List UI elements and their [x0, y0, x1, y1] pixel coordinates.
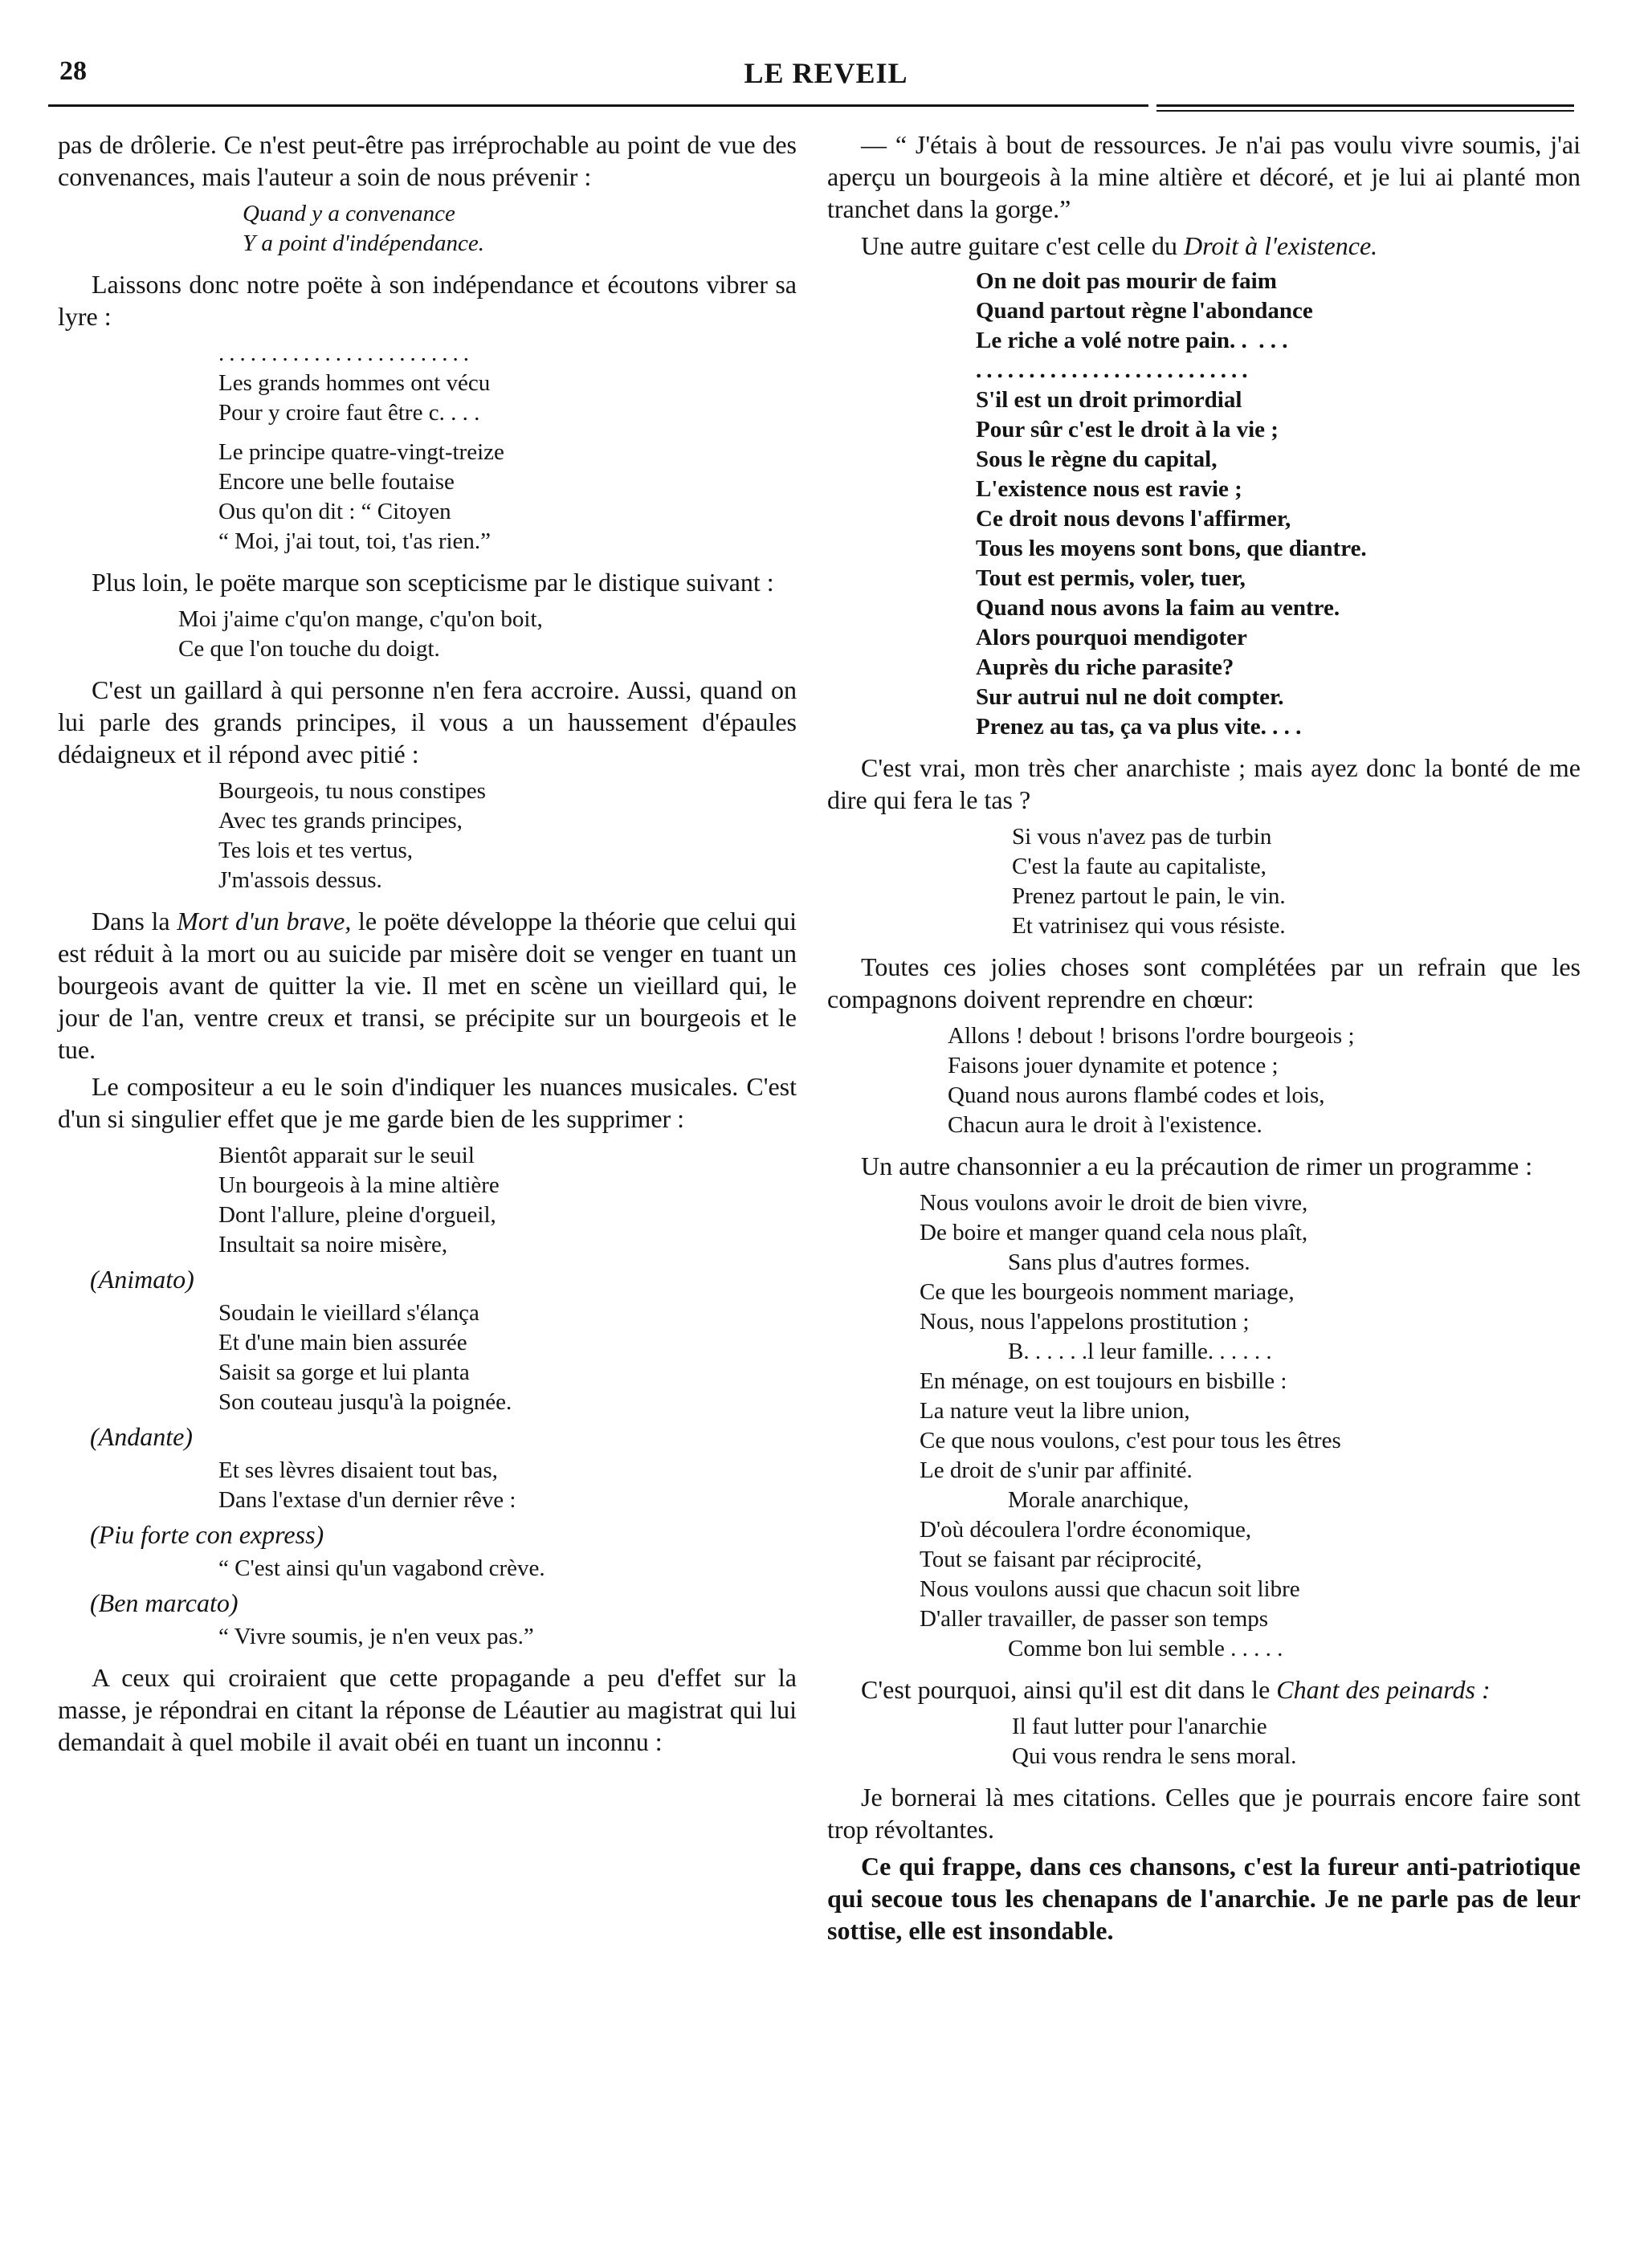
verse-line: D'aller travailler, de passer son temps — [920, 1606, 1269, 1632]
verse — [218, 776, 797, 895]
ellipsis-line: ........................ — [218, 340, 474, 366]
music-direction: (Piu forte con express) — [90, 1520, 324, 1549]
verse-line: Tout se faisant par réciprocité, — [920, 1547, 1202, 1572]
verse-line: Et d'une main bien assurée — [218, 1330, 467, 1355]
verse-line: Chacun aura le droit à l'existence. — [948, 1112, 1262, 1138]
verse-line: C'est la faute au capitaliste, — [1012, 854, 1267, 879]
verse — [218, 1456, 797, 1515]
verse-line: Quand y a convenance — [243, 201, 455, 226]
verse-line: Ce que les bourgeois nomment mariage, — [920, 1279, 1295, 1305]
text-run: C'est pourquoi, ainsi qu'il est dit dans le — [861, 1675, 1277, 1704]
paragraph: Toutes ces jolies choses sont complétées par un refrain que les compagnons doivent reprendre en chœur: — [827, 952, 1581, 1013]
paragraph — [58, 905, 797, 1066]
header-rule — [1156, 110, 1574, 112]
right-column — [827, 128, 1581, 1951]
song-title: Chant des peinards : — [1276, 1675, 1491, 1704]
verse — [976, 385, 1581, 742]
verse-line: Si vous n'avez pas de turbin — [1012, 824, 1272, 850]
verse-line: Quand nous aurons flambé codes et lois, — [948, 1082, 1325, 1108]
verse-line: Avec tes grands principes, — [218, 808, 463, 834]
paragraph — [827, 1673, 1581, 1706]
verse-line: “ Moi, j'ai tout, toi, t'as rien.” — [218, 528, 492, 554]
ellipsis-line: .......................... — [976, 357, 1253, 383]
verse-line: Et vatrinisez qui vous résiste. — [1012, 913, 1286, 939]
verse-line: Les grands hommes ont vécu — [218, 370, 491, 396]
verse — [218, 1141, 797, 1260]
paragraph: Plus loin, le poëte marque son scepticisme par le distique suivant : — [92, 568, 774, 597]
verse-line: Il faut lutter pour l'anarchie — [1012, 1714, 1267, 1739]
music-direction: (Ben marcato) — [90, 1588, 239, 1617]
paragraph: Laissons donc notre poëte à son indépendance et écoutons vibrer sa lyre : — [58, 270, 797, 331]
verse-line: Prenez au tas, ça va plus vite. . . . — [976, 714, 1302, 740]
verse-line: Le droit de s'unir par affinité. — [920, 1457, 1193, 1483]
verse-line: Tes lois et tes vertus, — [218, 838, 414, 863]
header-rule — [1156, 104, 1574, 107]
running-head: LE REVEIL — [744, 57, 908, 89]
verse-line: Quand partout règne l'abondance — [976, 298, 1313, 324]
text-run: le poëte développe la théorie que celui qui est réduit à la mort ou au suicide par misère doit se venger en tuant un bourgeois avant de quitter la vie. Il met en scène un vieillard qui, le jour de l'an, ventre creux et transi, se précipite sur un bourgeois et le tue. — [58, 907, 797, 1064]
verse-line: Bourgeois, tu nous constipes — [218, 778, 486, 804]
verse — [1012, 1712, 1581, 1771]
text-run: Une autre guitare c'est celle du — [861, 231, 1185, 260]
paragraph: Ce qui frappe, dans ces chansons, c'est la fureur anti-patriotique qui secoue tous les chenapans de l'anarchie. Je ne parle pas de leur sottise, elle est insondable. — [827, 1852, 1581, 1945]
music-direction: (Animato) — [90, 1265, 194, 1294]
paragraph — [827, 230, 1581, 262]
verse-line: Un bourgeois à la mine altière — [218, 1172, 500, 1198]
verse-line: Sur autrui nul ne doit compter. — [976, 684, 1284, 710]
paragraph: C'est vrai, mon très cher anarchiste ; mais ayez donc la bonté de me dire qui fera le tas ? — [827, 753, 1581, 814]
verse — [1012, 822, 1581, 941]
verse-line: Faisons jouer dynamite et potence ; — [948, 1053, 1279, 1078]
verse-line: Ce que l'on touche du doigt. — [178, 636, 440, 662]
header-rule — [48, 104, 1148, 107]
verse-line: Alors pourquoi mendigoter — [976, 625, 1247, 650]
verse — [218, 438, 797, 556]
verse-line: Nous voulons aussi que chacun soit libre — [920, 1576, 1300, 1602]
paragraph: Le compositeur a eu le soin d'indiquer les nuances musicales. C'est d'un si singulier effet que je me garde bien de les supprimer : — [58, 1072, 797, 1133]
paragraph: Je bornerai là mes citations. Celles que je pourrais encore faire sont trop révoltantes. — [827, 1783, 1581, 1844]
paragraph: pas de drôlerie. Ce n'est peut-être pas irréprochable au point de vue des convenances, mais l'auteur a soin de nous prévenir : — [58, 130, 797, 191]
verse-line: Moi j'aime c'qu'on mange, c'qu'on boit, — [178, 606, 543, 632]
verse — [218, 1622, 797, 1652]
verse-line: Nous voulons avoir le droit de bien vivre, — [920, 1190, 1308, 1216]
song-title: Droit à l'existence. — [1184, 231, 1378, 260]
verse-line: Comme bon lui semble . . . . . — [1008, 1636, 1283, 1661]
verse-line: Et ses lèvres disaient tout bas, — [218, 1457, 498, 1483]
paragraph: Un autre chansonnier a eu la précaution de rimer un programme : — [861, 1151, 1533, 1180]
page-number: 28 — [59, 56, 87, 86]
verse — [218, 339, 797, 428]
verse-line: On ne doit pas mourir de faim — [976, 268, 1277, 294]
verse-line: Tous les moyens sont bons, que diantre. — [976, 536, 1367, 561]
verse — [178, 605, 797, 664]
verse-line: B. . . . . .l leur famille. . . . . . — [1008, 1339, 1272, 1364]
verse-line: Tout est permis, voler, tuer, — [976, 565, 1246, 591]
verse — [243, 199, 797, 259]
verse-line: Pour y croire faut être c. . . . — [218, 400, 480, 426]
song-title: Mort d'un brave, — [177, 907, 352, 935]
verse-line: De boire et manger quand cela nous plaît, — [920, 1220, 1308, 1245]
verse — [920, 1188, 1581, 1664]
verse-line: Ous qu'on dit : “ Citoyen — [218, 499, 451, 524]
verse-line: Qui vous rendra le sens moral. — [1012, 1743, 1297, 1769]
verse-line: La nature veut la libre union, — [920, 1398, 1190, 1424]
verse-line: L'existence nous est ravie ; — [976, 476, 1242, 502]
music-direction: (Andante) — [90, 1422, 193, 1451]
verse-line: D'où découlera l'ordre économique, — [920, 1517, 1252, 1543]
verse-line: Dans l'extase d'un dernier rêve : — [218, 1487, 516, 1513]
verse-line: Ce droit nous devons l'affirmer, — [976, 506, 1291, 532]
verse-line: Le principe quatre-vingt-treize — [218, 439, 504, 465]
verse-line: Quand nous avons la faim au ventre. — [976, 595, 1340, 621]
verse-line: Le riche a volé notre pain. . . . . — [976, 328, 1288, 353]
verse-line: Sous le règne du capital, — [976, 446, 1218, 472]
verse-line: Soudain le vieillard s'élança — [218, 1300, 479, 1326]
verse-line: Prenez partout le pain, le vin. — [1012, 883, 1286, 909]
verse-line: Sans plus d'autres formes. — [1008, 1249, 1250, 1275]
verse — [976, 267, 1581, 385]
verse-line: Son couteau jusqu'à la poignée. — [218, 1389, 512, 1415]
verse — [218, 1298, 797, 1417]
verse-line: Saisit sa gorge et lui planta — [218, 1359, 470, 1385]
verse-line: Nous, nous l'appelons prostitution ; — [920, 1309, 1250, 1335]
verse-line: Morale anarchique, — [1008, 1487, 1189, 1513]
verse-line: Auprès du riche parasite? — [976, 654, 1234, 680]
verse-line: Bientôt apparait sur le seuil — [218, 1143, 475, 1168]
verse-line: J'm'assois dessus. — [218, 867, 382, 893]
verse-line: “ Vivre soumis, je n'en veux pas.” — [218, 1624, 534, 1649]
verse-line: Allons ! debout ! brisons l'ordre bourgeois ; — [948, 1023, 1355, 1049]
verse-line: Ce que nous voulons, c'est pour tous les êtres — [920, 1428, 1341, 1453]
paragraph: A ceux qui croiraient que cette propagande a peu d'effet sur la masse, je répondrai en citant la réponse de Léautier au magistrat qui lui demandait à quel mobile il avait obéi en tuant un inconnu : — [58, 1663, 797, 1756]
verse — [218, 1554, 797, 1584]
paragraph: C'est un gaillard à qui personne n'en fera accroire. Aussi, quand on lui parle des grands principes, il vous a un haussement d'épaules dédaigneux et il répond avec pitié : — [58, 675, 797, 768]
verse-line: S'il est un droit primordial — [976, 387, 1242, 413]
verse-line: Pour sûr c'est le droit à la vie ; — [976, 417, 1279, 442]
verse-line: “ C'est ainsi qu'un vagabond crève. — [218, 1555, 545, 1581]
text-run: Dans la — [92, 907, 177, 935]
verse-line: En ménage, on est toujours en bisbille : — [920, 1368, 1287, 1394]
verse — [948, 1021, 1581, 1140]
left-column — [58, 128, 797, 1763]
verse-line: Y a point d'indépendance. — [243, 230, 484, 256]
verse-line: Dont l'allure, pleine d'orgueil, — [218, 1202, 496, 1228]
paragraph: — “ J'étais à bout de ressources. Je n'ai pas voulu vivre soumis, j'ai aperçu un bourgeois à la mine altière et décoré, et je lui ai planté mon tranchet dans la gorge.” — [827, 130, 1581, 223]
verse-line: Encore une belle foutaise — [218, 469, 455, 495]
verse-line: Insultait sa noire misère, — [218, 1232, 448, 1257]
